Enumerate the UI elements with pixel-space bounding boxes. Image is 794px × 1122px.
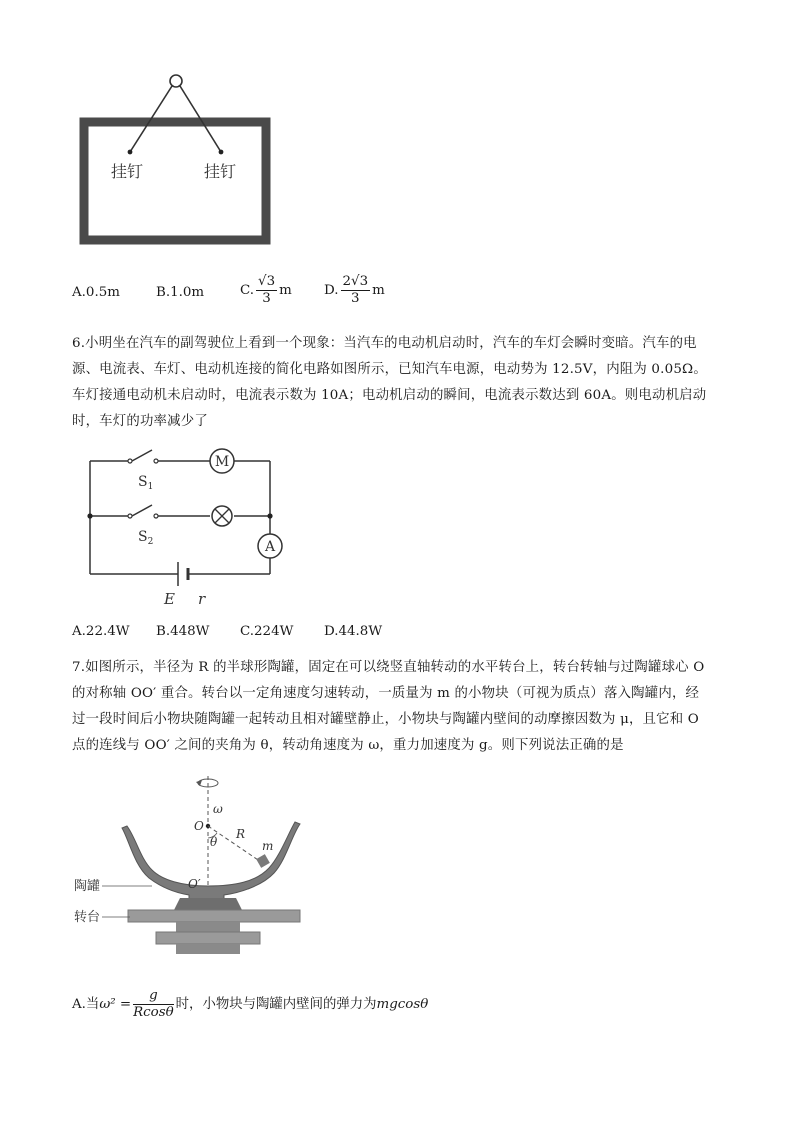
peg-label-left: 挂钉 — [111, 162, 144, 181]
o-label: O — [194, 819, 204, 833]
q6-line-3: 车灯接通电动机未启动时，电流表示数为 10A；电动机启动的瞬间，电流表示数达到 60A。则电动机启动 — [72, 388, 707, 403]
r-label: R — [236, 827, 246, 841]
q6-line-2: 源、电流表、车灯、电动机连接的简化电路如图所示，已知汽车电源，电动势为 12.5V，内阻为 0.05Ω。 — [72, 362, 707, 377]
q5-option-b: B.1.0m — [156, 285, 205, 300]
frame-peg-figure — [70, 66, 280, 246]
small-block — [256, 854, 270, 868]
question-7 — [72, 655, 732, 759]
motor-label: M — [214, 454, 230, 470]
q6-options — [72, 624, 472, 644]
o-prime-label: O′ — [188, 877, 201, 891]
q6-option-c: C.224W — [240, 624, 294, 639]
q6-option-d: D.44.8W — [324, 624, 383, 639]
q5-option-a: A.0.5m — [72, 285, 120, 300]
switch-s1-label: $S_1$ — [138, 474, 154, 492]
q7-line-1: 7.如图所示，半径为 R 的半球形陶罐，固定在可以绕竖直轴转动的水平转台上，转台转轴与过陶罐球心 O — [72, 660, 705, 675]
m-label: m — [262, 839, 274, 853]
resistance-label: r — [198, 590, 206, 608]
turntable-label: 转台 — [74, 910, 101, 925]
circuit-diagram — [82, 444, 302, 610]
peg-label-right: 挂钉 — [204, 162, 237, 181]
q7-line-3: 过一段时间后小物块随陶罐一起转动且相对罐壁静止，小物块与陶罐内壁间的动摩擦因数为 μ，且它和 O — [72, 712, 699, 727]
q5-option-c: C. $\frac{√3}{3}$ m — [240, 274, 292, 306]
q7-line-4: 点的连线与 OO′ 之间的夹角为 θ，转动角速度为 ω，重力加速度为 g。则下列说法正确的是 — [72, 738, 624, 753]
q7-line-2: 的对称轴 OO′ 重合。转台以一定角速度匀速转动，一质量为 m 的小物块（可视为质点）落入陶罐内，经 — [72, 686, 700, 701]
hanging-ring — [170, 75, 182, 87]
q6-line-1: 6.小明坐在汽车的副驾驶位上看到一个现象：当汽车的电动机启动时，汽车的车灯会瞬时变暗。汽车的电 — [72, 336, 697, 351]
theta-label: θ — [210, 835, 218, 849]
q6-line-4: 时，车灯的功率减少了 — [72, 414, 208, 429]
omega-label: ω — [213, 802, 223, 816]
q6-option-b: B.448W — [156, 624, 210, 639]
ammeter-label: A — [264, 539, 276, 555]
q5-option-d: D. $\frac{2√3}{3}$ m — [324, 274, 385, 306]
turntable-plate — [128, 910, 300, 922]
q7-option-a: A.当ω² = $\frac{g}{Rcos\theta}$ 时，小物块与陶罐内壁间的弹力为mgcosθ — [72, 988, 429, 1020]
emf-label: E — [164, 590, 175, 608]
q6-option-a: A.22.4W — [72, 624, 130, 639]
rotating-jar-figure — [74, 770, 334, 970]
question-6 — [72, 331, 732, 435]
q5-options — [72, 274, 472, 314]
switch-s2-label: $S_2$ — [138, 529, 154, 547]
jar-label: 陶罐 — [74, 879, 101, 894]
